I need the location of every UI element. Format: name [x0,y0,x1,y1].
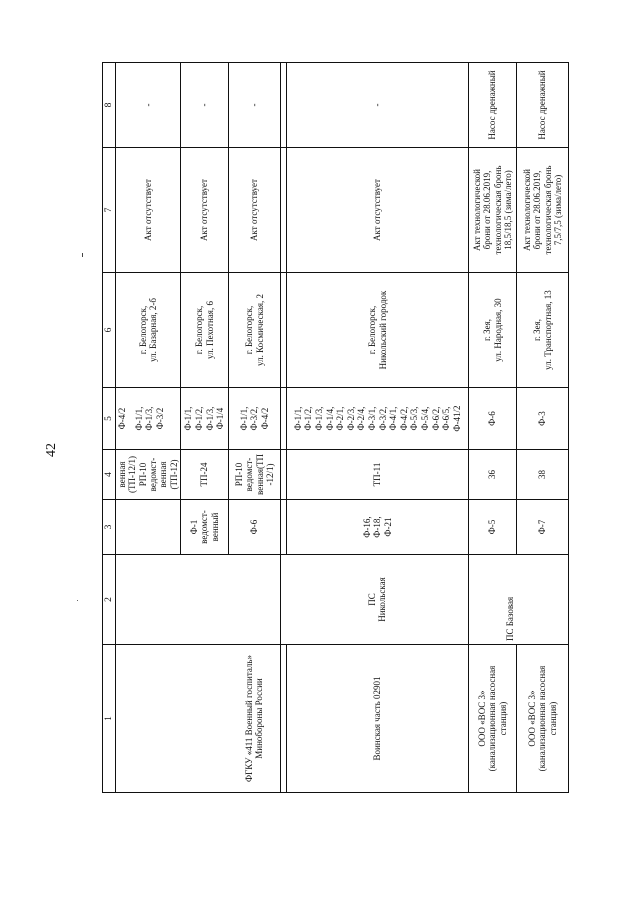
equipment-cell: - [287,63,469,148]
margin-dot [77,600,78,601]
feeder-list-cell: Ф-6 [469,388,517,450]
substation-cell: ТП-11 [287,450,469,500]
organization-cell: Воинская часть 02901 [287,645,469,793]
act-cell: Акт отсутствует [116,148,181,273]
feeder-list-cell: Ф-1/1, Ф-1/2, Ф-1/3, Ф-1/4 [181,388,229,450]
rotated-table-wrapper [102,63,569,793]
feeder-list-cell: Ф-1/1, Ф-1/2, Ф-1/3, Ф-1/4, Ф-2/1, Ф-2/3, Ф-2/4, Ф-3/1, Ф-3/2, Ф-4/1, Ф-4/2, Ф-5/3, Ф-5/4, Ф-6/2, Ф-6/5, Ф-41/2 [287,388,469,450]
substation-cell: 36 [469,450,517,500]
equipment-cell: Насос дренажный [517,63,569,148]
address-cell: г. Белогорск, Никольский городок [287,273,469,388]
feeder-cell: Ф-6 [229,500,281,555]
table-row [287,63,469,793]
page-number: 42 [44,443,59,457]
cell-empty [116,645,181,793]
feeder-list-cell: Ф-1/1, Ф-3/2, Ф-4/2 [229,388,281,450]
cell-empty [116,500,181,555]
address-cell: г. Белогорск, ул. Базарная, 2-б [116,273,181,388]
act-cell: Акт технологической брони от 28.06.2019, технологическая бронь 7,5/7,5 (зима/лето) [517,148,569,273]
address-cell: г. Белогорск, ул. Космическая, 2 [229,273,281,388]
table-row-continued [116,63,181,793]
table-row [469,63,517,793]
act-cell: Акт технологической брони от 28.06.2019, технологическая бронь 18,5/18,5 (зима/лето) [469,148,517,273]
equipment-cell: - [229,63,281,148]
substation-cell: РП-10 ведомст- венная(ТП -12/1) [229,450,281,500]
power-station-cell: ПС Никольская [287,555,469,645]
power-station-cell: ПС Базовая [469,555,517,645]
cell-empty [229,555,281,645]
cell-empty [116,555,181,645]
cell-empty [181,645,229,793]
feeder-cell: Ф-7 [517,500,569,555]
act-cell: Акт отсутствует [181,148,229,273]
organization-cell: ООО «ВОС 3» (канализационная насосная станция) [517,645,569,793]
act-cell: Акт отсутствует [287,148,469,273]
substation-cell: 38 [517,450,569,500]
col-header-8: 8 [103,63,116,148]
feeder-list-cell: Ф-4/2 Ф-1/1, Ф-1/3, Ф-3/2 [116,388,181,450]
substation-cell: ТП-24 [181,450,229,500]
cell-empty [181,555,229,645]
feeder-list-cell: Ф-3 [517,388,569,450]
address-cell: г. Белогорск, ул. Пехотная, 6 [181,273,229,388]
equipment-cell: - [181,63,229,148]
cell-empty [517,555,569,645]
equipment-cell: - [116,63,181,148]
col-header-7: 7 [103,148,116,273]
organization-cell: ООО «ВОС 3» (канализационная насосная станция) [469,645,517,793]
table-row [517,63,569,793]
feeder-cell: Ф-5 [469,500,517,555]
feeder-cell: Ф-1 ведомст- венный [181,500,229,555]
address-cell: г. Зея, ул. Транспортная, 13 [517,273,569,388]
margin-mark [82,253,83,257]
col-header-3: 3 [103,500,116,555]
substation-table [102,62,569,793]
equipment-cell: Насос дренажный [469,63,517,148]
table-row [229,63,281,793]
header-row [103,63,116,793]
col-header-4: 4 [103,450,116,500]
organization-cell: ФГКУ «411 Военный госпиталь» Минобороны России [229,645,281,793]
act-cell: Акт отсутствует [229,148,281,273]
col-header-6: 6 [103,273,116,388]
feeder-cell: Ф-16, Ф-18, Ф-21 [287,500,469,555]
col-header-2: 2 [103,555,116,645]
substation-cell: веннaя (ТП-12/1) РП-10 ведомст- венная (ТП-12) [116,450,181,500]
col-header-5: 5 [103,388,116,450]
address-cell: г. Зея, ул. Народная, 30 [469,273,517,388]
table-row [181,63,229,793]
col-header-1: 1 [103,645,116,793]
